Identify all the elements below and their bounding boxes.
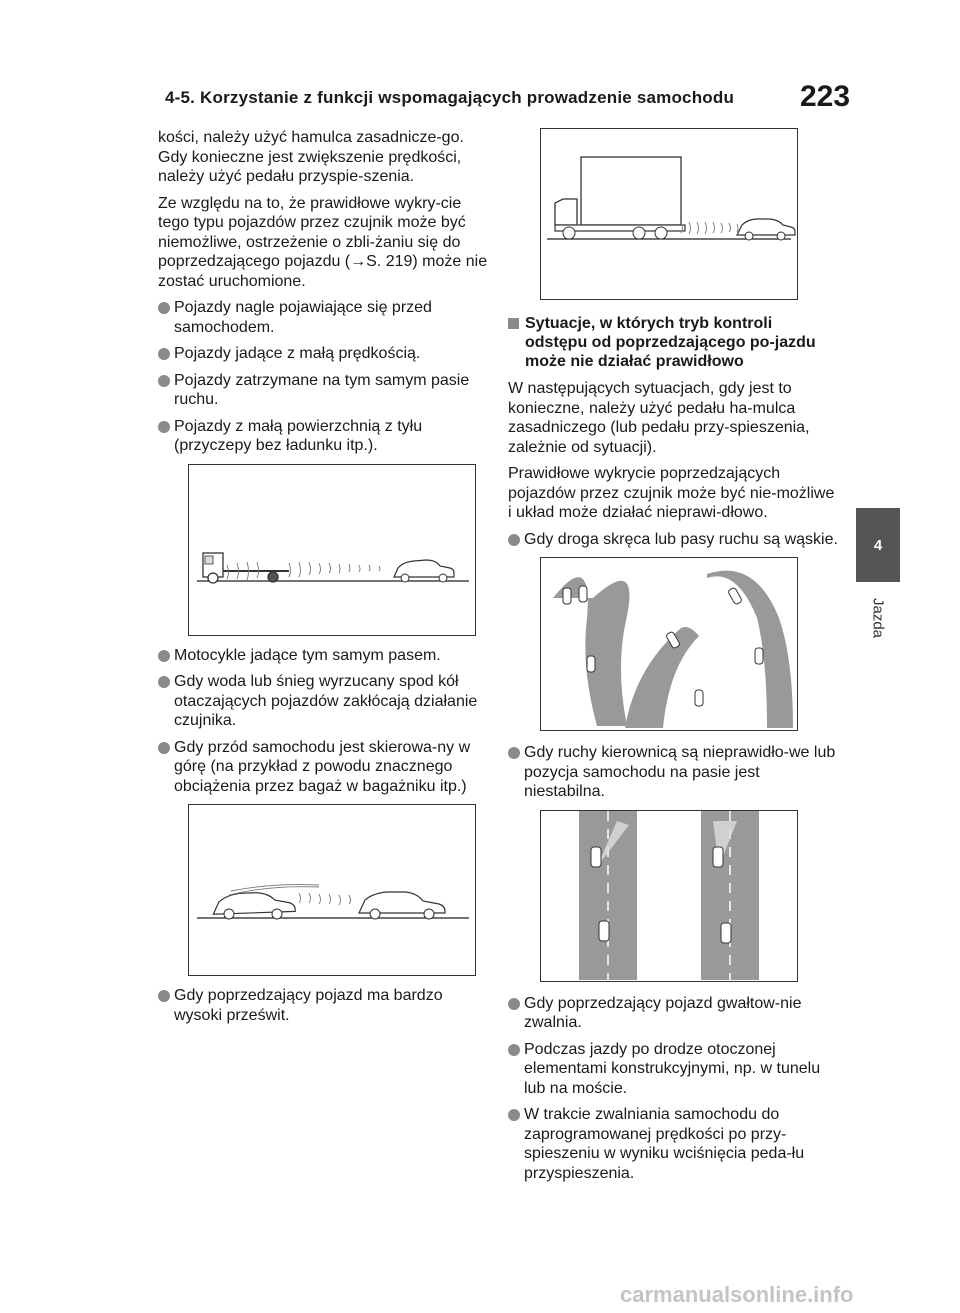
bullet-icon — [508, 747, 520, 759]
chapter-tab[interactable] — [856, 508, 900, 582]
chapter-label-text: Jazda — [869, 597, 887, 639]
right-paragraph-1: W następujących sytuacjach, gdy jest to konieczne, należy użyć pedału ha-mulca zasadniczego (lub pedału przy-spieszenia, zależnie od sytuacji). — [508, 380, 810, 456]
figure-lane-position — [540, 810, 798, 982]
car-nose-up-illustration — [189, 805, 474, 974]
list-item: Pojazdy zatrzymane na tym samym pasie ruchu. — [158, 371, 488, 410]
figure-truck — [540, 128, 798, 300]
list-item: Pojazdy jadące z małą prędkością. — [158, 344, 488, 364]
bullet-icon — [158, 742, 170, 754]
square-bullet-icon — [508, 318, 519, 329]
curved-roads-illustration — [541, 558, 796, 729]
bullet-icon — [508, 534, 520, 546]
left-paragraph-2: Ze względu na to, że prawidłowe wykry-cie tego typu pojazdów przez czujnik może być niemożliwe, ostrzeżenie o zbli-żaniu się do poprzedzającego pojazdu (→S. 219) może nie zostać uruchomione. — [158, 194, 488, 290]
page-number: 223 — [800, 80, 851, 113]
chapter-label — [858, 588, 898, 648]
bullet-icon — [158, 375, 170, 387]
list-item: Gdy poprzedzający pojazd gwałtow-nie zwalnia. — [508, 994, 838, 1033]
right-paragraph-2: Prawidłowe wykrycie poprzedzających pojazdów przez czujnik może być nie-możliwe i układ może działać nieprawi-dłowo. — [508, 465, 835, 521]
chapter-number: 4 — [873, 536, 883, 554]
bullet-icon — [508, 1109, 520, 1121]
bullet-icon — [508, 998, 520, 1010]
left-paragraph-1: kości, należy użyć hamulca zasadnicze-go. Gdy konieczne jest zwiększenie prędkości, należy użyć pedału przyspie-szenia. — [158, 129, 464, 185]
bullet-icon — [158, 650, 170, 662]
truck-illustration — [541, 129, 796, 298]
list-item: Motocykle jadące tym samym pasem. — [158, 646, 488, 666]
list-item: Gdy przód samochodu jest skierowa-ny w górę (na przykład z powodu znacznego obciążenia przez bagaż w bagażniku itp.) — [158, 738, 488, 797]
list-item: W trakcie zwalniania samochodu do zaprogramowanej prędkości po przy-spieszeniu w wyniku wciśnięcia peda-łu przyspieszenia. — [508, 1105, 838, 1183]
list-item: Gdy droga skręca lub pasy ruchu są wąskie. — [508, 530, 838, 550]
list-item: Gdy ruchy kierownicą są nieprawidło-we lub pozycja samochodu na pasie jest niestabilna. — [508, 743, 838, 802]
list-item: Pojazdy z małą powierzchnią z tyłu (przyczepy bez ładunku itp.). — [158, 417, 488, 456]
bullet-icon — [508, 1044, 520, 1056]
lane-position-illustration — [541, 811, 796, 980]
figure-trailer — [188, 464, 476, 636]
page-header — [0, 78, 960, 118]
list-item: Podczas jazdy po drodze otoczonej elementami konstrukcyjnymi, np. w tunelu lub na moście. — [508, 1040, 838, 1099]
bullet-icon — [158, 990, 170, 1002]
list-item: Gdy poprzedzający pojazd ma bardzo wysoki prześwit. — [158, 986, 488, 1025]
bullet-icon — [158, 348, 170, 360]
bullet-icon — [158, 302, 170, 314]
right-column — [508, 128, 838, 1190]
left-column — [158, 128, 488, 1032]
bullet-icon — [158, 676, 170, 688]
trailer-illustration — [189, 465, 474, 634]
section-title: 4-5. Korzystanie z funkcji wspomagających prowadzenie samochodu — [165, 88, 735, 107]
list-item: Gdy woda lub śnieg wyrzucany spod kół otaczających pojazdów zakłócają działanie czujnika. — [158, 672, 488, 731]
section-subheading: Sytuacje, w których tryb kontroli odstępu od poprzedzającego po-jazdu może nie działać prawidłowo — [508, 314, 838, 371]
watermark: carmanualsonline.info — [620, 1282, 854, 1307]
list-item: Pojazdy nagle pojawiające się przed samochodem. — [158, 298, 488, 337]
figure-car-nose-up — [188, 804, 476, 976]
figure-curved-roads — [540, 557, 798, 731]
bullet-icon — [158, 421, 170, 433]
